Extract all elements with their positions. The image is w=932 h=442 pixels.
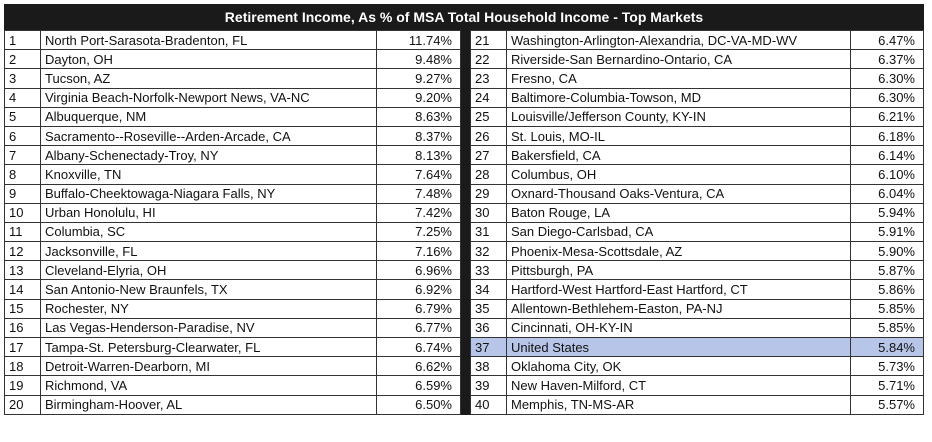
market-cell: Allentown-Bethlehem-Easton, PA-NJ [507, 299, 851, 318]
market-cell: San Antonio-New Braunfels, TX [41, 280, 377, 299]
rank-cell: 17 [5, 338, 41, 357]
rank-cell: 20 [5, 395, 41, 414]
market-cell: Louisville/Jefferson County, KY-IN [507, 107, 851, 126]
table-row [471, 50, 924, 69]
percent-cell: 7.64% [377, 165, 461, 184]
rank-cell: 3 [5, 69, 41, 88]
retirement-income-table-panel [4, 4, 924, 415]
percent-cell: 5.84% [851, 338, 924, 357]
percent-cell: 6.59% [377, 376, 461, 395]
rank-cell: 34 [471, 280, 507, 299]
table-row [5, 242, 461, 261]
market-cell: Phoenix-Mesa-Scottsdale, AZ [507, 242, 851, 261]
table-row [471, 88, 924, 107]
percent-cell: 6.21% [851, 107, 924, 126]
table-row [5, 88, 461, 107]
market-cell: Baltimore-Columbia-Towson, MD [507, 88, 851, 107]
rank-cell: 22 [471, 50, 507, 69]
percent-cell: 5.94% [851, 203, 924, 222]
percent-cell: 6.62% [377, 357, 461, 376]
percent-cell: 9.27% [377, 69, 461, 88]
rank-cell: 5 [5, 107, 41, 126]
market-cell: St. Louis, MO-IL [507, 126, 851, 145]
market-cell: Knoxville, TN [41, 165, 377, 184]
market-cell: Oklahoma City, OK [507, 357, 851, 376]
percent-cell: 5.90% [851, 242, 924, 261]
rank-cell: 21 [471, 31, 507, 50]
table-row [5, 107, 461, 126]
market-cell: Bakersfield, CA [507, 146, 851, 165]
market-cell: Memphis, TN-MS-AR [507, 395, 851, 414]
rank-cell: 26 [471, 126, 507, 145]
table-row [5, 184, 461, 203]
rank-cell: 35 [471, 299, 507, 318]
market-cell: Washington-Arlington-Alexandria, DC-VA-MD-WV [507, 31, 851, 50]
rank-cell: 2 [5, 50, 41, 69]
column-divider [461, 30, 470, 415]
market-cell: Pittsburgh, PA [507, 261, 851, 280]
table-row [5, 299, 461, 318]
percent-cell: 5.71% [851, 376, 924, 395]
market-cell: Richmond, VA [41, 376, 377, 395]
market-cell: San Diego-Carlsbad, CA [507, 222, 851, 241]
rank-cell: 38 [471, 357, 507, 376]
percent-cell: 7.16% [377, 242, 461, 261]
rank-cell: 14 [5, 280, 41, 299]
rank-cell: 29 [471, 184, 507, 203]
percent-cell: 6.10% [851, 165, 924, 184]
rank-cell: 27 [471, 146, 507, 165]
percent-cell: 11.74% [377, 31, 461, 50]
table-row [471, 69, 924, 88]
table-row [471, 222, 924, 241]
rank-cell: 4 [5, 88, 41, 107]
rank-cell: 39 [471, 376, 507, 395]
rank-cell: 6 [5, 126, 41, 145]
table-row [5, 222, 461, 241]
table-row [5, 376, 461, 395]
rank-cell: 28 [471, 165, 507, 184]
market-cell: Las Vegas-Henderson-Paradise, NV [41, 318, 377, 337]
table-row [5, 357, 461, 376]
market-cell: North Port-Sarasota-Bradenton, FL [41, 31, 377, 50]
market-cell: Riverside-San Bernardino-Ontario, CA [507, 50, 851, 69]
table-row [5, 261, 461, 280]
market-cell: Albany-Schenectady-Troy, NY [41, 146, 377, 165]
table-row [471, 165, 924, 184]
percent-cell: 5.85% [851, 318, 924, 337]
rank-cell: 9 [5, 184, 41, 203]
percent-cell: 6.18% [851, 126, 924, 145]
market-cell: Columbus, OH [507, 165, 851, 184]
tables-container [4, 30, 924, 415]
table-row [471, 126, 924, 145]
percent-cell: 5.86% [851, 280, 924, 299]
table-row [471, 261, 924, 280]
rank-cell: 36 [471, 318, 507, 337]
market-cell: Baton Rouge, LA [507, 203, 851, 222]
table-row [5, 203, 461, 222]
table-row [5, 126, 461, 145]
rank-cell: 30 [471, 203, 507, 222]
percent-cell: 6.04% [851, 184, 924, 203]
market-cell: Cincinnati, OH-KY-IN [507, 318, 851, 337]
rank-cell: 32 [471, 242, 507, 261]
table-row [471, 395, 924, 414]
rank-cell: 11 [5, 222, 41, 241]
table-row [471, 357, 924, 376]
percent-cell: 7.25% [377, 222, 461, 241]
rank-cell: 40 [471, 395, 507, 414]
table-row [471, 376, 924, 395]
market-cell: Oxnard-Thousand Oaks-Ventura, CA [507, 184, 851, 203]
percent-cell: 9.20% [377, 88, 461, 107]
table-row [471, 203, 924, 222]
table-row [471, 280, 924, 299]
market-cell: Virginia Beach-Norfolk-Newport News, VA-NC [41, 88, 377, 107]
table-row-highlighted [471, 338, 924, 357]
right-table-body [471, 31, 924, 415]
table-row [5, 165, 461, 184]
percent-cell: 6.30% [851, 69, 924, 88]
right-rank-table [470, 30, 924, 415]
table-row [5, 146, 461, 165]
rank-cell: 37 [471, 338, 507, 357]
percent-cell: 7.48% [377, 184, 461, 203]
market-cell: Tucson, AZ [41, 69, 377, 88]
market-cell: Tampa-St. Petersburg-Clearwater, FL [41, 338, 377, 357]
table-row [5, 69, 461, 88]
left-rank-table [4, 30, 461, 415]
percent-cell: 9.48% [377, 50, 461, 69]
percent-cell: 6.92% [377, 280, 461, 299]
percent-cell: 5.91% [851, 222, 924, 241]
rank-cell: 8 [5, 165, 41, 184]
market-cell: Dayton, OH [41, 50, 377, 69]
rank-cell: 31 [471, 222, 507, 241]
market-cell: Hartford-West Hartford-East Hartford, CT [507, 280, 851, 299]
market-cell: Fresno, CA [507, 69, 851, 88]
rank-cell: 7 [5, 146, 41, 165]
market-cell: Albuquerque, NM [41, 107, 377, 126]
table-row [471, 146, 924, 165]
table-row [5, 318, 461, 337]
rank-cell: 13 [5, 261, 41, 280]
market-cell: Birmingham-Hoover, AL [41, 395, 377, 414]
market-cell: United States [507, 338, 851, 357]
percent-cell: 5.73% [851, 357, 924, 376]
rank-cell: 15 [5, 299, 41, 318]
market-cell: Detroit-Warren-Dearborn, MI [41, 357, 377, 376]
percent-cell: 6.37% [851, 50, 924, 69]
table-row [471, 242, 924, 261]
market-cell: Columbia, SC [41, 222, 377, 241]
percent-cell: 6.47% [851, 31, 924, 50]
percent-cell: 6.30% [851, 88, 924, 107]
rank-cell: 25 [471, 107, 507, 126]
market-cell: Cleveland-Elyria, OH [41, 261, 377, 280]
table-row [471, 184, 924, 203]
table-row [471, 107, 924, 126]
percent-cell: 8.63% [377, 107, 461, 126]
market-cell: Jacksonville, FL [41, 242, 377, 261]
percent-cell: 6.77% [377, 318, 461, 337]
rank-cell: 24 [471, 88, 507, 107]
table-row [5, 50, 461, 69]
table-row [5, 338, 461, 357]
percent-cell: 5.85% [851, 299, 924, 318]
market-cell: Rochester, NY [41, 299, 377, 318]
table-row [471, 318, 924, 337]
market-cell: New Haven-Milford, CT [507, 376, 851, 395]
rank-cell: 23 [471, 69, 507, 88]
percent-cell: 6.96% [377, 261, 461, 280]
rank-cell: 16 [5, 318, 41, 337]
percent-cell: 7.42% [377, 203, 461, 222]
market-cell: Urban Honolulu, HI [41, 203, 377, 222]
table-row [471, 299, 924, 318]
market-cell: Sacramento--Roseville--Arden-Arcade, CA [41, 126, 377, 145]
table-row [5, 31, 461, 50]
table-row [5, 280, 461, 299]
table-row [5, 395, 461, 414]
rank-cell: 19 [5, 376, 41, 395]
percent-cell: 6.79% [377, 299, 461, 318]
percent-cell: 6.50% [377, 395, 461, 414]
rank-cell: 18 [5, 357, 41, 376]
table-title: Retirement Income, As % of MSA Total Household Income - Top Markets [4, 4, 924, 30]
percent-cell: 6.74% [377, 338, 461, 357]
table-row [471, 31, 924, 50]
rank-cell: 12 [5, 242, 41, 261]
percent-cell: 5.87% [851, 261, 924, 280]
left-table-body [5, 31, 461, 415]
rank-cell: 10 [5, 203, 41, 222]
percent-cell: 6.14% [851, 146, 924, 165]
percent-cell: 8.13% [377, 146, 461, 165]
rank-cell: 1 [5, 31, 41, 50]
rank-cell: 33 [471, 261, 507, 280]
percent-cell: 8.37% [377, 126, 461, 145]
market-cell: Buffalo-Cheektowaga-Niagara Falls, NY [41, 184, 377, 203]
percent-cell: 5.57% [851, 395, 924, 414]
